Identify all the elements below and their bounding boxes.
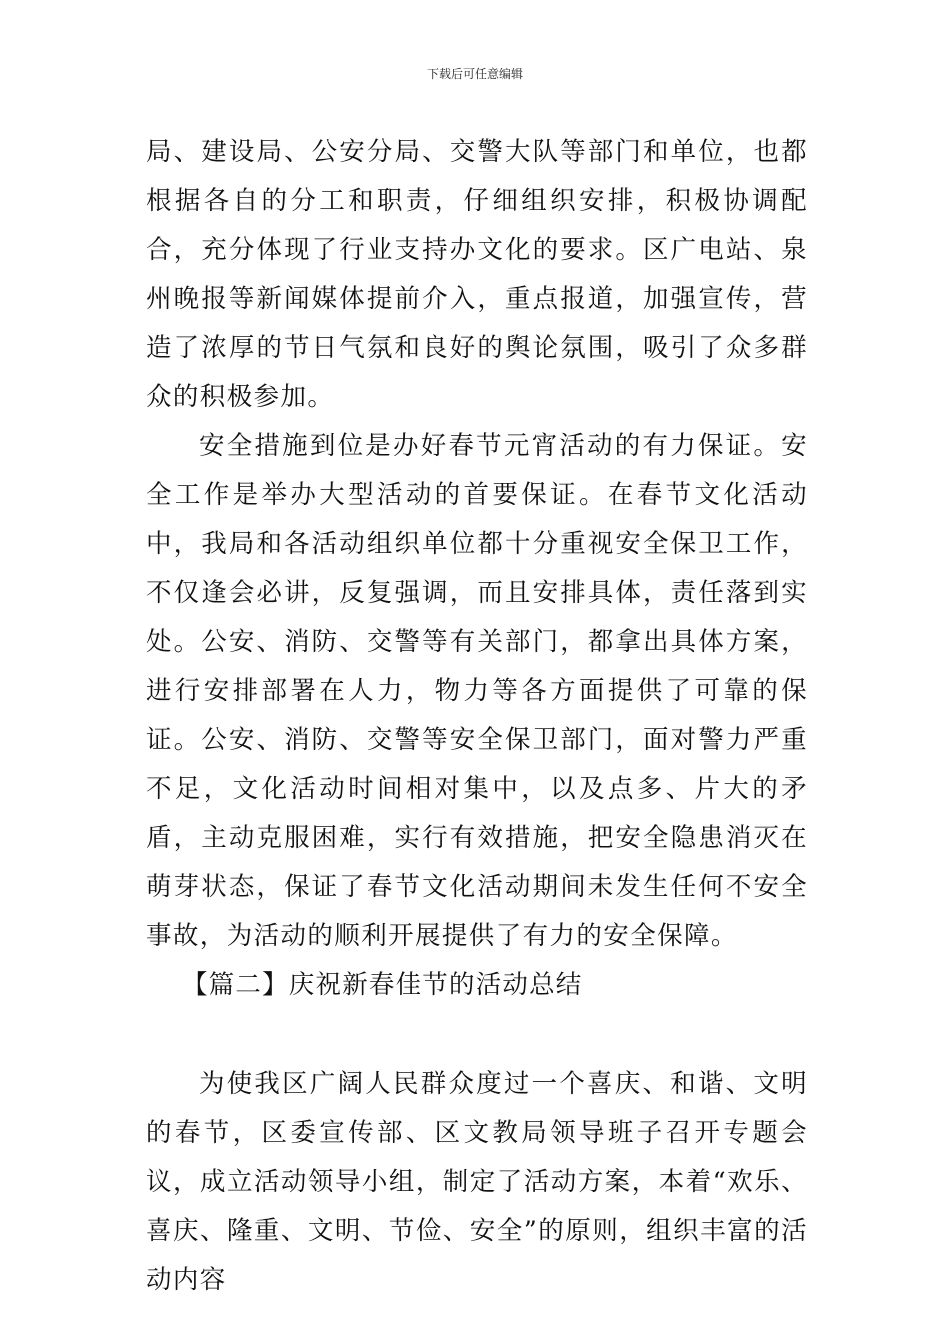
page-header: 下载后可任意编辑	[426, 67, 523, 81]
document-body	[146, 128, 808, 1305]
section-heading: 【篇二】庆祝新春佳节的活动总结	[182, 970, 583, 1000]
paragraph-safety: 安全措施到位是办好春节元宵活动的有力保证。安全工作是举办大型活动的首要保证。在春节文化活动中，我局和各活动组织单位都十分重视安全保卫工作，不仅逢会必讲，反复强调，而且安排具体，责任落到实处。公安、消防、交警等有关部门，都拿出具体方案，进行安排部署在人力，物力等各方面提供了可靠的保证。公安、消防、交警等安全保卫部门，面对警力严重不足，文化活动时间相对集中，以及点多、片大的矛盾，主动克服困难，实行有效措施，把安全隐患消灭在萌芽状态，保证了春节文化活动期间未发生任何不安全事故，为活动的顺利开展提供了有力的安全保障。	[146, 431, 808, 951]
paragraph-section-intro: 为使我区广阔人民群众度过一个喜庆、和谐、文明的春节，区委宣传部、区文教局领导班子召开专题会议，成立活动领导小组，制定了活动方案，本着“欢乐、喜庆、隆重、文明、节俭、安全”的原则，组织丰富的活动内容	[146, 1069, 808, 1295]
section-spacer	[146, 1010, 808, 1060]
paragraph-continuation: 局、建设局、公安分局、交警大队等部门和单位，也都根据各自的分工和职责，仔细组织安排，积极协调配合，充分体现了行业支持办文化的要求。区广电站、泉州晚报等新闻媒体提前介入，重点报道，加强宣传，营造了浓厚的节日气氛和良好的舆论氛围，吸引了众多群众的积极参加。	[146, 137, 808, 412]
